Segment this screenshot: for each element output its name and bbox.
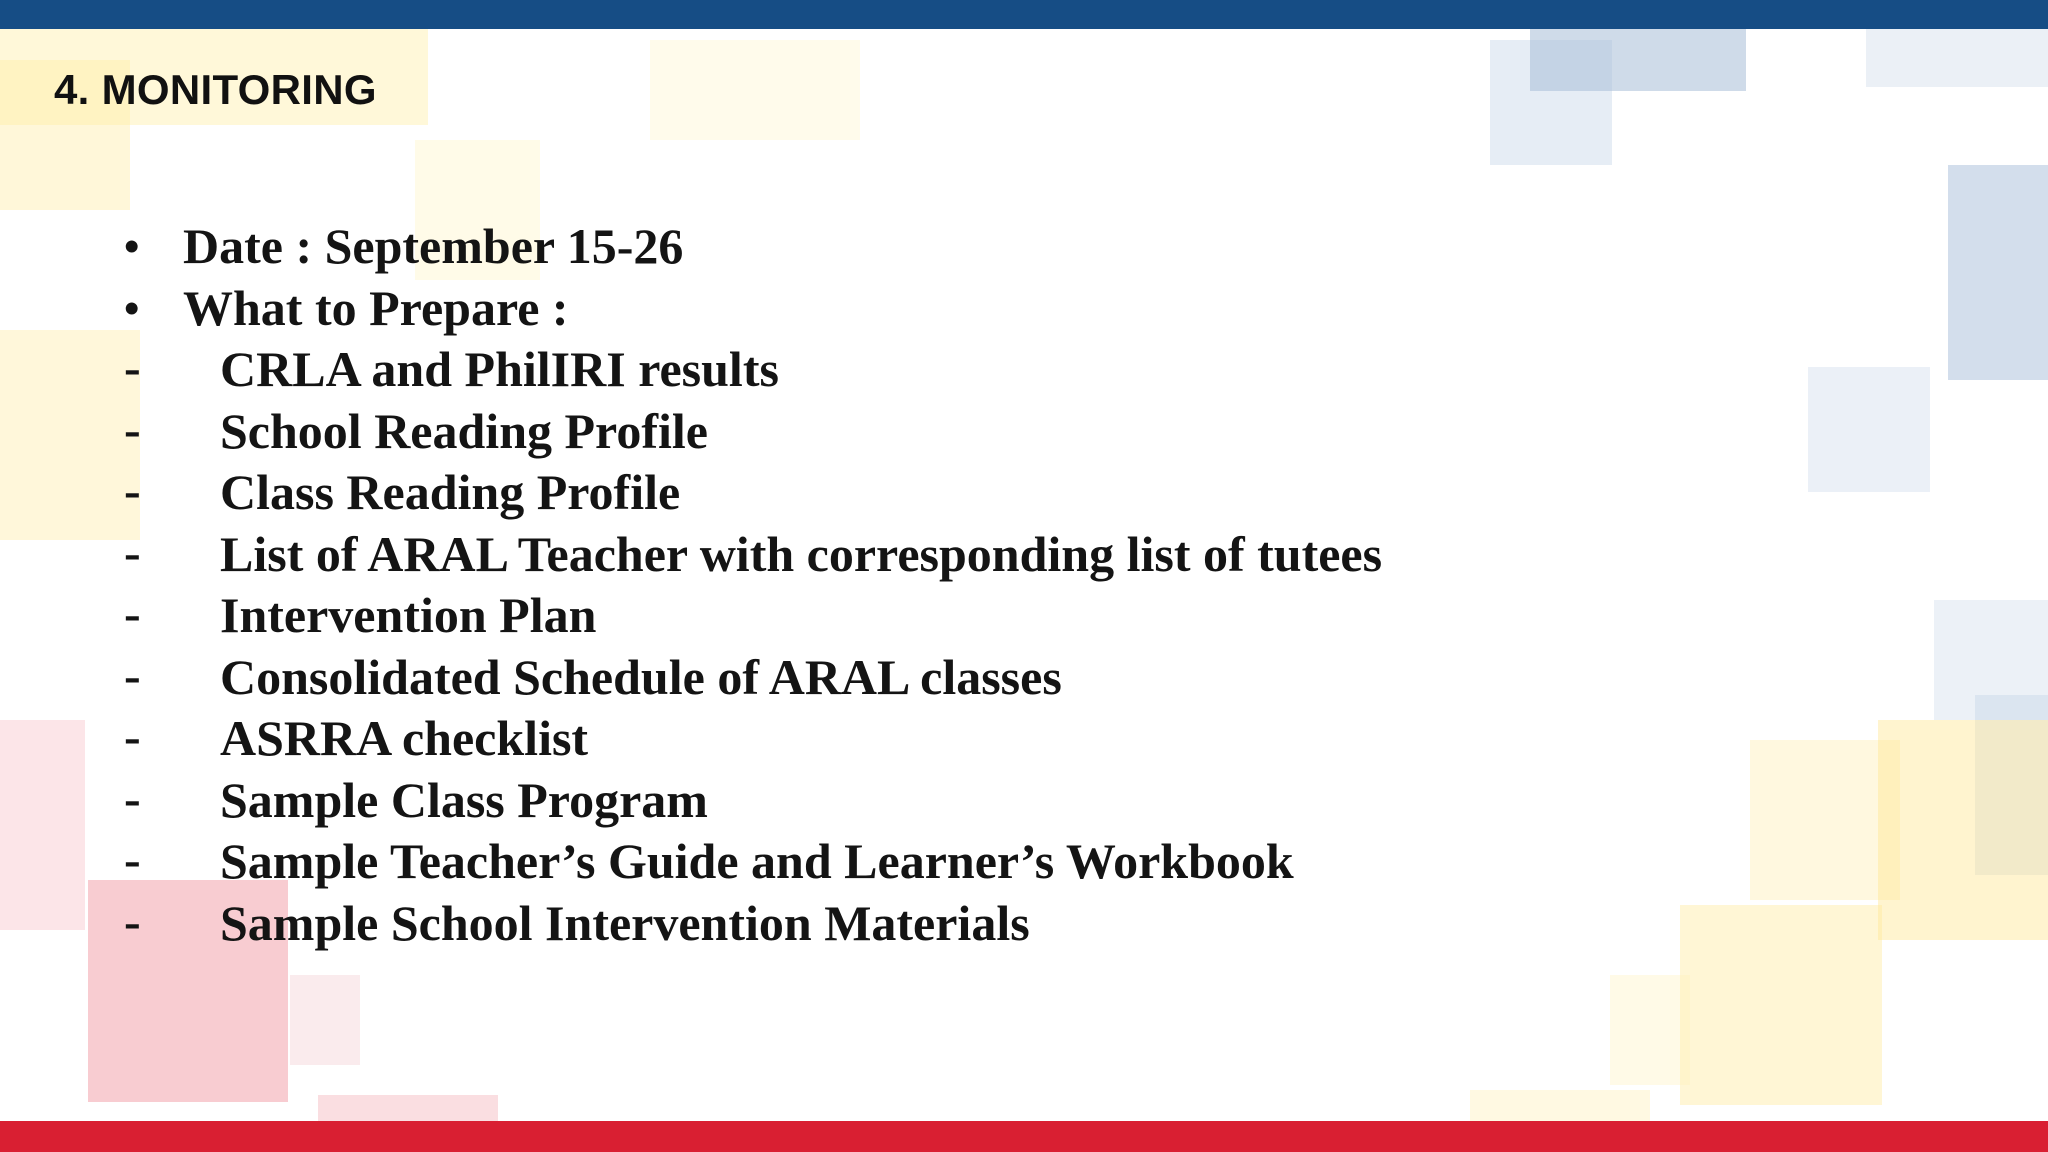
dash-item-text: Intervention Plan [220,587,597,643]
decorative-square [290,975,360,1065]
dash-marker: - [124,585,141,641]
dash-item-text: CRLA and PhilIRI results [220,341,779,397]
decorative-square [1530,29,1746,91]
bullet-marker: • [124,222,140,271]
dash-marker: - [124,523,141,580]
dash-item-text: Class Reading Profile [220,464,681,520]
dash-item-text: Sample Teacher’s Guide and Learner’s Workbook [220,833,1294,889]
slide-title: 4. MONITORING [54,66,377,113]
dash-marker: - [124,339,141,395]
dash-marker: - [124,708,141,764]
dash-item-text: Consolidated Schedule of ARAL classes [220,648,1062,705]
dash-marker: - [124,646,141,703]
bullet-marker: • [124,283,140,333]
dash-marker: - [124,769,141,826]
decorative-square [1680,905,1882,1105]
top-accent-bar [0,0,2048,29]
dash-item-text: List of ARAL Teacher with corresponding list of tutees [220,525,1383,582]
dash-marker: - [124,892,141,949]
decorative-square [650,40,860,140]
bullet-text-date: Date : September 15-26 [183,218,684,274]
dash-marker: - [124,831,141,887]
decorative-square [318,1095,498,1121]
dash-item-text: School Reading Profile [220,402,708,459]
dash-marker: - [124,462,141,518]
dash-item-text: Sample Class Program [220,771,708,828]
decorative-square [1948,165,2048,380]
decorative-square [1610,975,1690,1085]
bottom-accent-bar [0,1121,2048,1152]
dash-item-text: ASRRA checklist [220,710,589,766]
bullet-text-what-to-prepare: What to Prepare : [183,279,569,336]
decorative-square [0,720,85,930]
dash-marker: - [124,400,141,457]
decorative-square [1866,29,2048,87]
decorative-square [1808,367,1930,492]
decorative-square [1878,720,2048,940]
dash-item-text: Sample School Intervention Materials [220,894,1030,951]
decorative-square [0,330,140,540]
decorative-square [1470,1090,1650,1121]
